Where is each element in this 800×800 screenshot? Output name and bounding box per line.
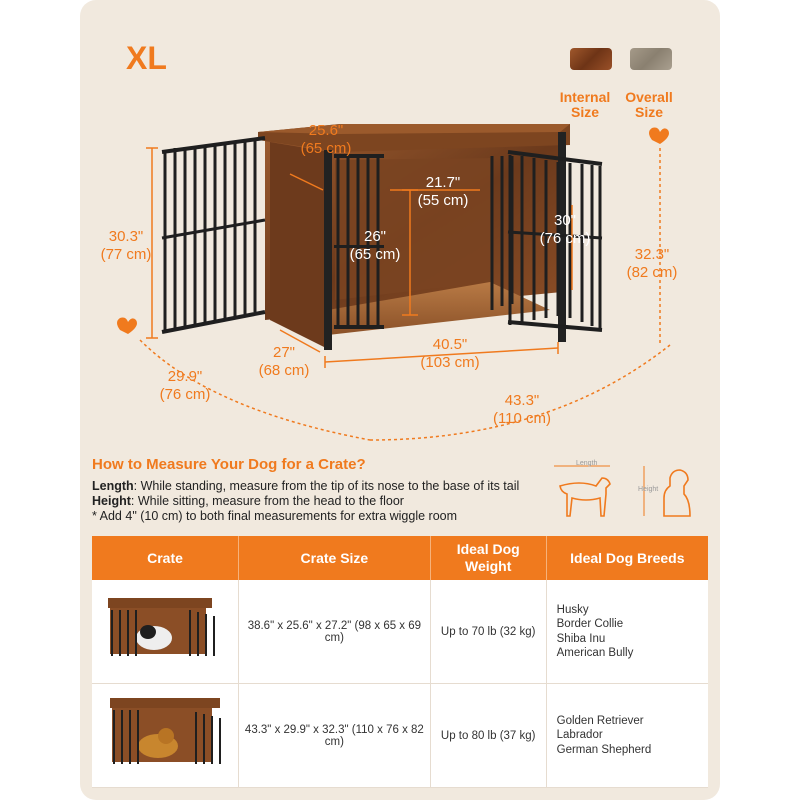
product-info-card [80, 0, 720, 800]
crate-image-cell [92, 684, 239, 788]
header-ideal-weight: Ideal Dog Weight [430, 536, 546, 580]
size-badge: XL [126, 40, 167, 76]
breeds-cell [546, 684, 708, 788]
table-header-row [92, 536, 708, 580]
inner-width-label: 40.5" (103 cm) [420, 336, 480, 371]
crate-spec-table [92, 536, 708, 788]
breed-item: Golden Retriever [556, 714, 644, 727]
crate-size-cell: 38.6" x 25.6" x 27.2" (98 x 65 x 69 cm) [239, 580, 431, 684]
icon-length-label: Length [576, 460, 598, 467]
inner-height-label: 26" (65 cm) [349, 228, 401, 263]
left-height-label: 30.3" (77 cm) [100, 228, 152, 263]
weight-cell: Up to 70 lb (32 kg) [430, 580, 546, 684]
table-row [92, 684, 708, 788]
door-height-label: 30" (76 cm) [539, 212, 591, 247]
breed-item: Husky [556, 603, 589, 616]
breed-item: American Bully [556, 647, 634, 659]
crate-photo-small [92, 580, 238, 680]
breed-item: Border Collie [556, 618, 624, 630]
icon-height-label: Height [638, 486, 659, 493]
breed-item: Labrador [556, 729, 603, 742]
internal-size-label: Internal Size [559, 89, 611, 120]
breed-item: German Shepherd [556, 743, 652, 756]
breeds-cell [546, 580, 708, 684]
right-height-label: 32.3" (82 cm) [626, 246, 678, 281]
length-instruction: Length: While standing, measure from the tip of its nose to the base of its tail [92, 479, 520, 493]
weight-cell: Up to 80 lb (37 kg) [430, 684, 546, 788]
crate-image-cell [92, 580, 239, 684]
header-crate-size: Crate Size [239, 536, 431, 580]
inner-depth-label: 21.7" (55 cm) [417, 174, 469, 209]
top-depth-label: 25.6" (65 cm) [300, 122, 352, 157]
crate-size-cell: 43.3" x 29.9" x 32.3" (110 x 76 x 82 cm) [239, 684, 431, 788]
overall-width-label: 43.3" (110 cm) [492, 392, 552, 427]
height-instruction: Height: While sitting, measure from the head to the floor [92, 494, 404, 508]
header-ideal-breeds: Ideal Dog Breeds [546, 536, 708, 580]
header-crate: Crate [92, 536, 239, 580]
overall-depth-label: 29.9" (76 cm) [159, 368, 211, 403]
table-row [92, 580, 708, 684]
breed-item: Shiba Inu [556, 632, 606, 645]
side-depth-label: 27" (68 cm) [258, 344, 310, 379]
crate-photo-small [92, 684, 238, 784]
overall-size-label: Overall Size [625, 89, 673, 120]
wiggle-room-note: * Add 4" (10 cm) to both final measurements for extra wiggle room [92, 509, 458, 523]
measure-title: How to Measure Your Dog for a Crate? [92, 456, 366, 473]
